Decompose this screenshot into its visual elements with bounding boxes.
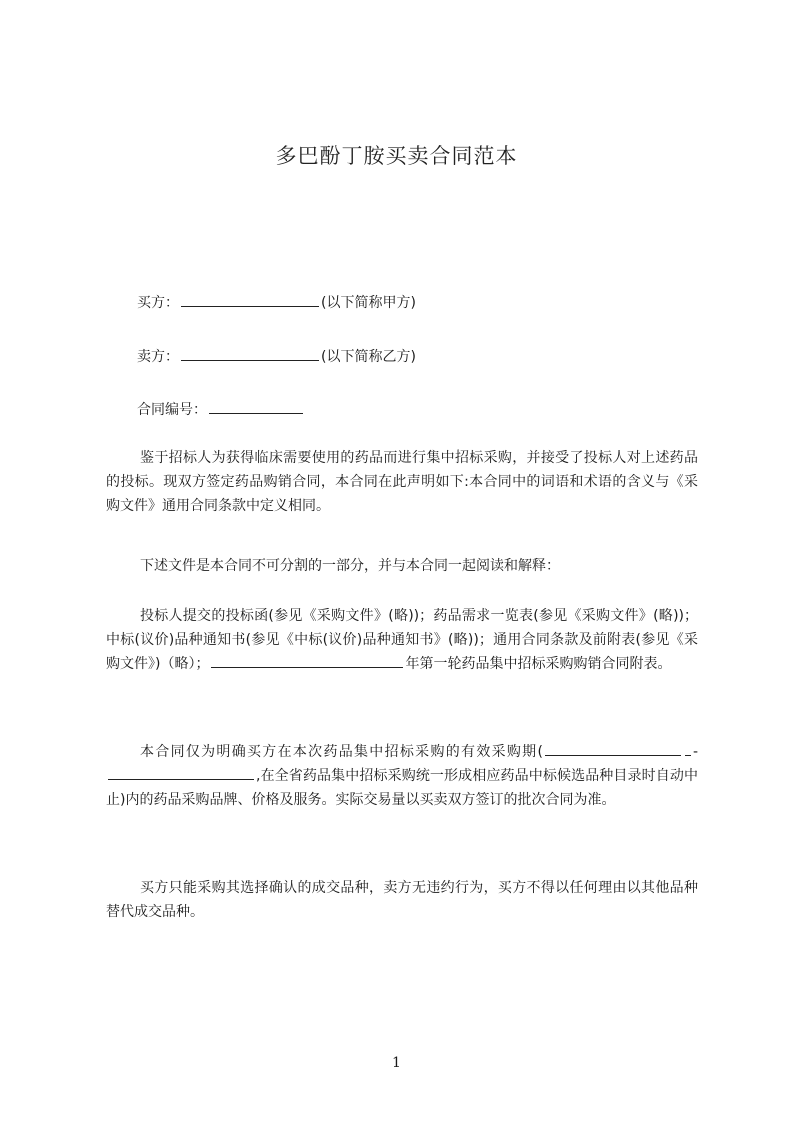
seller-suffix: (以下简称乙方)	[321, 349, 416, 365]
page-number: 1	[392, 1055, 401, 1071]
period-start-blank	[545, 743, 681, 756]
buyer-line	[137, 292, 416, 312]
contract-number-label: 合同编号：	[137, 402, 207, 418]
seller-line	[137, 346, 416, 366]
paragraph-recital: 鉴于招标人为获得临床需要使用的药品而进行集中招标采购，并接受了投标人对上述药品的投标。现双方签定药品购销合同，本合同在此声明如下:本合同中的词语和术语的含义与《采购文件》通用合同条款中定义相同。	[106, 450, 698, 514]
paragraph-purchase-restriction: 买方只能采购其选择确认的成交品种，卖方无违约行为，买方不得以任何理由以其他品种替代成交品种。	[106, 880, 698, 920]
contract-number-line	[137, 399, 305, 419]
period-text-start: 本合同仅为明确买方在本次药品集中招标采购的有效采购期(	[140, 744, 543, 760]
period-end-blank	[108, 767, 254, 780]
buyer-blank	[181, 292, 319, 307]
period-dash: -	[692, 744, 698, 760]
seller-label: 卖方：	[137, 349, 179, 365]
buyer-suffix: (以下简称甲方)	[321, 295, 416, 311]
documents-list-text: 投标人提交的投标函(参见《采购文件》(略))；药品需求一览表(参见《采购文件》(略))；中标(议价)品种通知书(参见《中标(议价)品种通知书》(略))；通用合同条款及前附表(参见《采购文件》)（略）；	[106, 608, 698, 672]
period-start-blank-tail	[685, 743, 691, 756]
documents-list-tail: 年第一轮药品集中招标采购购销合同附表。	[405, 656, 672, 672]
period-text-end: ,在全省药品集中招标采购统一形成相应药品中标候选品种目录时自动中止)内的药品采购品牌、价格及服务。实际交易量以买卖双方签订的批次合同为准。	[106, 768, 698, 808]
contract-number-blank	[209, 399, 303, 414]
buyer-label: 买方：	[137, 295, 179, 311]
seller-blank	[181, 346, 319, 361]
paragraph-procurement-period	[106, 740, 698, 812]
document-title: 多巴酚丁胺买卖合同范本	[275, 144, 518, 168]
paragraph-documents-list	[106, 604, 698, 676]
paragraph-documents-intro: 下述文件是本合同不可分割的一部分，并与本合同一起阅读和解释：	[140, 558, 560, 574]
year-blank	[211, 655, 403, 668]
